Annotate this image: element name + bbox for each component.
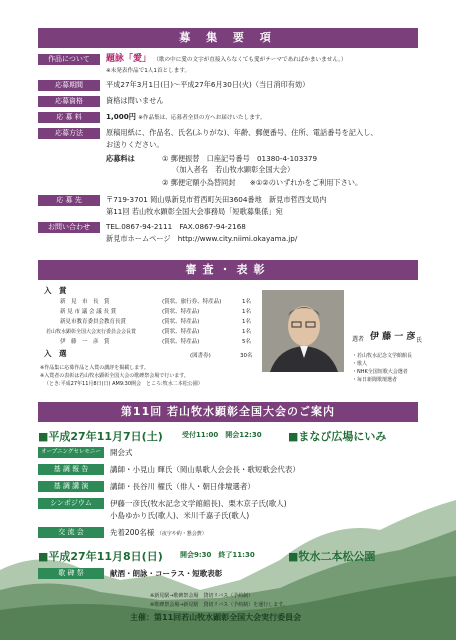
destination-value-2: 第11回 若山牧水顕彰全国大会事務局「短歌募集係」宛 bbox=[106, 207, 283, 216]
label-period: 応募期間 bbox=[38, 80, 100, 91]
day2-place: ■牧水二本松公園 bbox=[288, 550, 376, 563]
label-keynote-lecture: 基 調 講 演 bbox=[38, 481, 104, 492]
judging-note-1: ※作品集に応募作品と入賞の講評を掲載します。 bbox=[40, 365, 149, 371]
keynote-lecture-value: 講師・長谷川 櫂氏（俳人・朝日俳壇選者） bbox=[110, 482, 255, 491]
judge-photo bbox=[262, 290, 344, 372]
event-banner: 第11回 若山牧水顕彰全国大会のご案内 bbox=[38, 402, 418, 422]
fee-value: 1,000円 ※作品集は、応募者全員の方へお届けいたします。 bbox=[106, 112, 266, 121]
label-destination: 応 募 先 bbox=[38, 195, 100, 206]
works-value: 題詠「愛」 （歌の中に愛の文字が直接入らなくても愛がテーマであればかまいません。） bbox=[106, 54, 347, 64]
symposium-value-2: 小島ゆかり氏(歌人)、米川千嘉子氏(歌人) bbox=[110, 511, 250, 520]
day1-place: ■まなび広場にいみ bbox=[288, 430, 387, 443]
judge-name: 伊 藤 一 彦 bbox=[370, 332, 416, 342]
prize-detail-2: (賞状、特産品) bbox=[162, 309, 200, 315]
judge-bio-4: ・毎日新聞歌壇選者 bbox=[352, 377, 398, 383]
prize-name-2: 新 見 市 議 会 議 長 賞 bbox=[60, 309, 117, 315]
prize-count-2: 1名 bbox=[242, 309, 251, 315]
day2-times: 開会9:30 終了11:30 bbox=[180, 551, 255, 559]
judging-note-2: ※入賞者の表彰は若山牧水顕彰全国大会の歌碑祭会場で行います。 bbox=[40, 373, 189, 379]
period-value: 平成27年3月1日(日)〜平成27年6月30日(火)（当日消印有効） bbox=[106, 80, 310, 89]
judging-banner: 審査・表彰 bbox=[38, 260, 418, 280]
symposium-value: 伊藤一彦氏(牧水記念文学館館長)、栗木京子氏(歌人) bbox=[110, 499, 287, 508]
method-value: 原稿用紙に、作品名、氏名(ふりがな)、年齢、郵便番号、住所、電話番号を記入し、 bbox=[106, 128, 378, 137]
nyusen-count: 30名 bbox=[240, 353, 253, 359]
prize-detail-4: (賞状、特産品) bbox=[162, 329, 200, 335]
keynote-report-value: 講師・小見山 輝氏（岡山県歌人会会長・歌短歌会代表） bbox=[110, 465, 300, 474]
reception-value: 先着200名様 （夜宇や約・懇会費） bbox=[110, 528, 207, 537]
prize-count-1: 1名 bbox=[242, 299, 251, 305]
eligibility-value: 資格は問いません bbox=[106, 96, 164, 105]
organizer: 主催：第11回若山牧水顕彰全国大会実行委員会 bbox=[130, 613, 302, 622]
fee-line-1: ① 郵便振替 口座記号番号 01380-4-103379 bbox=[162, 154, 318, 163]
judge-label: 選者 bbox=[352, 336, 365, 343]
prize-count-4: 1名 bbox=[242, 329, 251, 335]
destination-value: 〒719-3701 岡山県新見市哲西町矢田3604番地 新見市哲西支局内 bbox=[106, 195, 327, 204]
prize-detail-5: (賞状、特産品) bbox=[162, 339, 200, 345]
label-symposium: シンポジウム bbox=[38, 498, 104, 509]
prize-name-3: 新見市教育委員会教育長賞 bbox=[60, 319, 127, 325]
day1-date: ■平成27年11月7日(土) bbox=[38, 430, 163, 443]
judge-bio-1: ・若山牧水記念文学館館長 bbox=[352, 353, 413, 359]
inquiry-value-2: 新見市ホームページ http://www.city.niimi.okayama.jp/ bbox=[106, 234, 298, 243]
judging-note-3: （とき:平成27年11月8日(日) AM9:30開会 ところ:牧水二本松公園） bbox=[44, 381, 203, 387]
label-reception: 交 流 会 bbox=[38, 527, 104, 538]
label-keynote-report: 基 調 報 告 bbox=[38, 464, 104, 475]
prize-count-3: 1名 bbox=[242, 319, 251, 325]
monument-festival-value: 献酒・朗詠・コーラス・短歌表彰 bbox=[110, 569, 223, 578]
nyusen-heading: 入 選 bbox=[44, 349, 67, 358]
judge-bio-3: ・NHK全国短歌大会選者 bbox=[352, 369, 408, 375]
prize-detail-1: (賞状、旅行券、特産品) bbox=[162, 299, 222, 305]
opening-value: 開会式 bbox=[110, 448, 133, 457]
works-note: ※未発表作品で1人1首とします。 bbox=[106, 68, 191, 74]
inquiry-value: TEL.0867-94-2111 FAX.0867-94-2168 bbox=[106, 222, 246, 231]
label-eligibility: 応募資格 bbox=[38, 96, 100, 107]
label-method: 応募方法 bbox=[38, 128, 100, 139]
prize-name-4: 若山牧水顕彰全国大会実行委員会会長賞 bbox=[46, 329, 137, 335]
day1-times: 受付11:00 開会12:30 bbox=[182, 431, 262, 439]
prize-name-1: 新 見 市 長 賞 bbox=[60, 299, 110, 305]
label-monument-festival: 歌 碑 祭 bbox=[38, 568, 104, 579]
label-works: 作品について bbox=[38, 54, 100, 65]
label-inquiry: お問い合わせ bbox=[38, 222, 100, 233]
label-opening: オープニングセレモニー bbox=[38, 447, 104, 458]
nyusho-heading: 入 賞 bbox=[44, 286, 67, 295]
recruit-banner: 募 集 要 項 bbox=[38, 28, 418, 48]
nyusen-detail: (図書券) bbox=[190, 353, 211, 359]
prize-count-5: 5名 bbox=[242, 339, 251, 345]
bus-note-2: ※歌碑祭会場→新見駅 貸切リバス（予約制）を運行します。 bbox=[150, 602, 288, 608]
prize-name-5: 伊 藤 一 彦 賞 bbox=[60, 339, 110, 345]
judge-suffix: 氏 bbox=[416, 337, 423, 344]
fee-line-2: （加入者名 若山牧水顕彰全国大会） bbox=[172, 165, 295, 174]
prize-detail-3: (賞状、特産品) bbox=[162, 319, 200, 325]
method-value-2: お送りください。 bbox=[106, 140, 164, 149]
bus-note-1: ※新見駅→歌碑祭会場 貸切リバス（予約制） bbox=[150, 593, 254, 599]
label-fee: 応 募 料 bbox=[38, 112, 100, 123]
fee-line-3: ② 郵便定額小為替同封 ※①②のいずれかをご利用下さい。 bbox=[162, 178, 363, 187]
fee-heading: 応募料は bbox=[106, 154, 135, 163]
judge-bio-2: ・歌人 bbox=[352, 361, 368, 367]
day2-date: ■平成27年11月8日(日) bbox=[38, 550, 163, 563]
